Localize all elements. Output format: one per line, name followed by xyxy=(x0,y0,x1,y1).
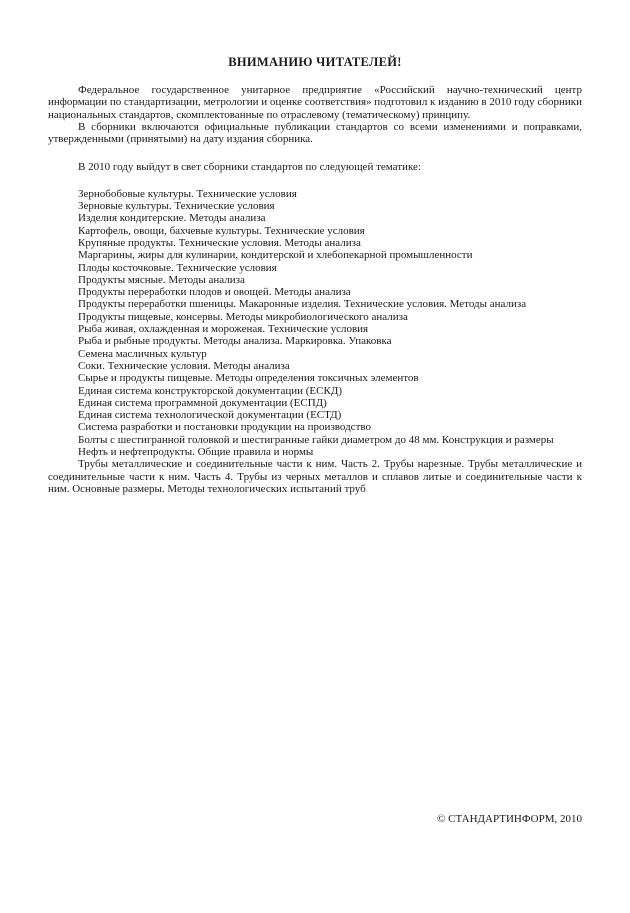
topic-item: Семена масличных культур xyxy=(78,347,207,360)
topic-item: Продукты переработки пшеницы. Макаронные изделия. Технические условия. Методы анализа xyxy=(78,298,527,311)
topic-item: Единая система конструкторской документации (ЕСКД) xyxy=(78,384,342,397)
topic-item: Плоды косточковые. Технические условия xyxy=(78,261,277,274)
document-body xyxy=(48,84,582,495)
topic-item: Соки. Технические условия. Методы анализа xyxy=(78,359,290,372)
intro-paragraph: В сборники включаются официальные публикации стандартов со всеми изменениями и поправками, утвержденными (принятыми) на дату издания сборника. xyxy=(48,120,582,146)
topic-item: Нефть и нефтепродукты. Общие правила и нормы xyxy=(78,446,314,459)
topic-item: Болты с шестигранной головкой и шестигранные гайки диаметром до 48 мм. Конструкция и размеры xyxy=(78,433,554,446)
topics-lead: В 2010 году выйдут в свет сборники стандартов по следующей тематике: xyxy=(78,161,421,174)
topic-item: Картофель, овощи, бахчевые культуры. Технические условия xyxy=(78,224,365,237)
topics-list xyxy=(48,188,582,495)
intro-paragraph: Федеральное государственное унитарное предприятие «Российский научно-технический центр информации по стандартизации, метрологии и оценке соответствия» подготовил к изданию в 2010 году сборники национальных стандартов, скомплектованные по отраслевому (тематическому) принципу. xyxy=(48,84,582,121)
topic-item: Единая система технологической документации (ЕСТД) xyxy=(78,409,342,422)
topic-item: Зерновые культуры. Технические условия xyxy=(78,200,275,213)
topic-item: Единая система программной документации (ЕСПД) xyxy=(78,396,327,409)
topic-item: Зернобобовые культуры. Технические условия xyxy=(78,187,297,200)
topic-item: Изделия кондитерские. Методы анализа xyxy=(78,212,266,225)
topic-item: Крупяные продукты. Технические условия. Методы анализа xyxy=(78,236,361,249)
page-title: ВНИМАНИЮ ЧИТАТЕЛЕЙ! xyxy=(228,55,402,69)
topic-item: Продукты переработки плодов и овощей. Методы анализа xyxy=(78,286,351,299)
topic-item: Рыба и рыбные продукты. Методы анализа. Маркировка. Упаковка xyxy=(78,335,392,348)
topic-item: Продукты мясные. Методы анализа xyxy=(78,273,245,286)
topic-item: Система разработки и постановки продукции на производство xyxy=(78,421,371,434)
topic-item: Рыба живая, охлажденная и мороженая. Технические условия xyxy=(78,323,369,336)
copyright-notice: © СТАНДАРТИНФОРМ, 2010 xyxy=(437,813,582,825)
topic-item: Трубы металлические и соединительные части к ним. Часть 2. Трубы нарезные. Трубы металлические и соединительные части к ним. Часть 4. Трубы из черных металлов и сплавов литые и соединительные части к ним. Основные размеры. Методы технологических испытаний труб xyxy=(48,458,582,495)
topic-item: Маргарины, жиры для кулинарии, кондитерской и хлебопекарной промышленности xyxy=(78,249,473,262)
topic-item: Продукты пищевые, консервы. Методы микробиологического анализа xyxy=(78,310,408,323)
topic-item: Сырье и продукты пищевые. Методы определения токсичных элементов xyxy=(78,372,419,385)
